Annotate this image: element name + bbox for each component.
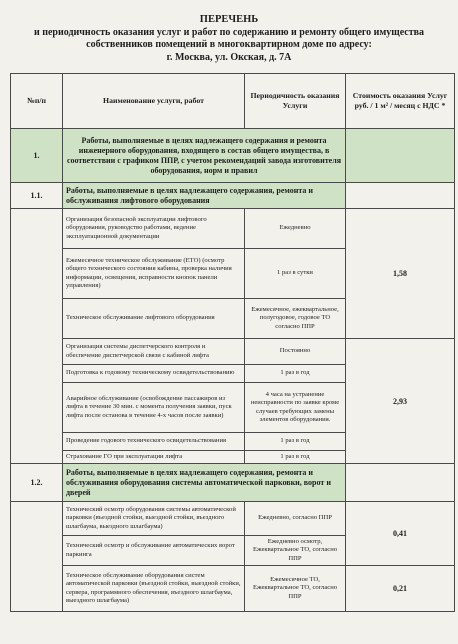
section-row-1 xyxy=(11,129,455,183)
service-cost: 0,41 xyxy=(346,502,455,566)
service-cost: 0,21 xyxy=(346,566,455,612)
service-name: Организация безопасной эксплуатации лифтового оборудования, руководство работами, ведение эксплуатационной документации xyxy=(63,209,245,249)
service-cost: 1,58 xyxy=(346,209,455,339)
service-name: Аварийное обслуживание (освобождение пассажиров из лифта в течение 30 мин. с момента получения заявки, пуск лифта после останова в течение 4-х часов после заявки) xyxy=(63,383,245,433)
service-name: Страхование ГО при эксплуатации лифта xyxy=(63,451,245,464)
table-header-row xyxy=(11,74,455,129)
doc-subtitle-line1: и периодичность оказания услуг и работ по содержанию и ремонту общего имущества xyxy=(33,27,425,38)
services-table xyxy=(10,73,455,612)
table-row xyxy=(11,209,455,249)
service-frequency: Ежемесячное ТО, Ежеквартальное ТО, согласно ППР xyxy=(245,566,346,612)
col-header-name: Наименование услуги, работ xyxy=(63,74,245,129)
section-title: Работы, выполняемые в целях надлежащего содержания, ремонта и обслуживания лифтового оборудования xyxy=(63,183,346,209)
service-frequency: Ежемесячное, ежеквартальное, полугодовое, годовое ТО согласно ППР xyxy=(245,299,346,339)
service-frequency: Ежедневно осмотр, Ежеквартальное ТО, согласно ППР xyxy=(245,536,346,566)
service-name: Организация системы диспетчерского контроля и обеспечение диспетчерской связи с кабиной лифта xyxy=(63,339,245,365)
service-name: Техническое обслуживание лифтового оборудования xyxy=(63,299,245,339)
section-row-1-1 xyxy=(11,183,455,209)
section-cost-cell xyxy=(346,129,455,183)
service-frequency: Ежедневно, согласно ППР xyxy=(245,502,346,536)
service-frequency: 4 часа на устранение неисправности по заявке кроме случаев требующих замены элементов оборудования. xyxy=(245,383,346,433)
table-row xyxy=(11,566,455,612)
table-row xyxy=(11,339,455,365)
service-name: Подготовка к годовому техническому освидетельствованию xyxy=(63,365,245,383)
section-cost-cell xyxy=(346,464,455,502)
section-num: 1. xyxy=(11,129,63,183)
col-header-cost: Стоимость оказания Услуг руб. / 1 м² / месяц с НДС * xyxy=(346,74,455,129)
section-num: 1.1. xyxy=(11,183,63,209)
service-name: Технический осмотр оборудования системы автоматической парковки (въездной стойки, выездной стойки, въездного шлагбаума, выездного шлагбаума) xyxy=(63,502,245,536)
service-name: Техническое обслуживание оборудования систем автоматической парковки (въездной стойки, выездной стойки, сервера, программного обеспечения, въездного шлагбаума, выездного шлагбаума) xyxy=(63,566,245,612)
service-frequency: 1 раз в сутки xyxy=(245,249,346,299)
service-frequency: Постоянно xyxy=(245,339,346,365)
section-cost-cell xyxy=(346,183,455,209)
num-cell xyxy=(11,502,63,612)
num-cell xyxy=(11,209,63,464)
section-title: Работы, выполняемые в целях надлежащего содержания, ремонта и обслуживания оборудования системы автоматической парковки, ворот и дверей xyxy=(63,464,346,502)
section-num: 1.2. xyxy=(11,464,63,502)
service-frequency: 1 раз в год xyxy=(245,433,346,451)
table-row xyxy=(11,502,455,536)
doc-title: ПЕРЕЧЕНЬ xyxy=(199,14,259,25)
col-header-num: №п/п xyxy=(11,74,63,129)
service-name: Ежемесячное техническое обслуживание (ЕТО) (осмотр общего технического состояния кабины, проверка наличия информации, освещения, исправности кнопок панели управления) xyxy=(63,249,245,299)
service-frequency: 1 раз в год xyxy=(245,365,346,383)
section-row-1-2 xyxy=(11,464,455,502)
col-header-freq: Периодичность оказания Услуги xyxy=(245,74,346,129)
service-name: Технический осмотр и обслуживание автоматических ворот паркинга xyxy=(63,536,245,566)
service-frequency: Ежедневно xyxy=(245,209,346,249)
service-cost: 2,93 xyxy=(346,339,455,464)
doc-subtitle-line2: собственников помещений в многоквартирном доме по адресу: xyxy=(86,39,372,50)
section-title: Работы, выполняемые в целях надлежащего содержания и ремонта инженерного оборудования, входящего в состав общего имущества, в соответствии с графиком ППР, с учетом рекомендаций завода изготовителя оборудования, норм и правил xyxy=(63,129,346,183)
service-frequency: 1 раз в год xyxy=(245,451,346,464)
doc-address: г. Москва, ул. Окская, д. 7А xyxy=(166,52,292,63)
service-name: Проведение годового технического освидетельствования xyxy=(63,433,245,451)
